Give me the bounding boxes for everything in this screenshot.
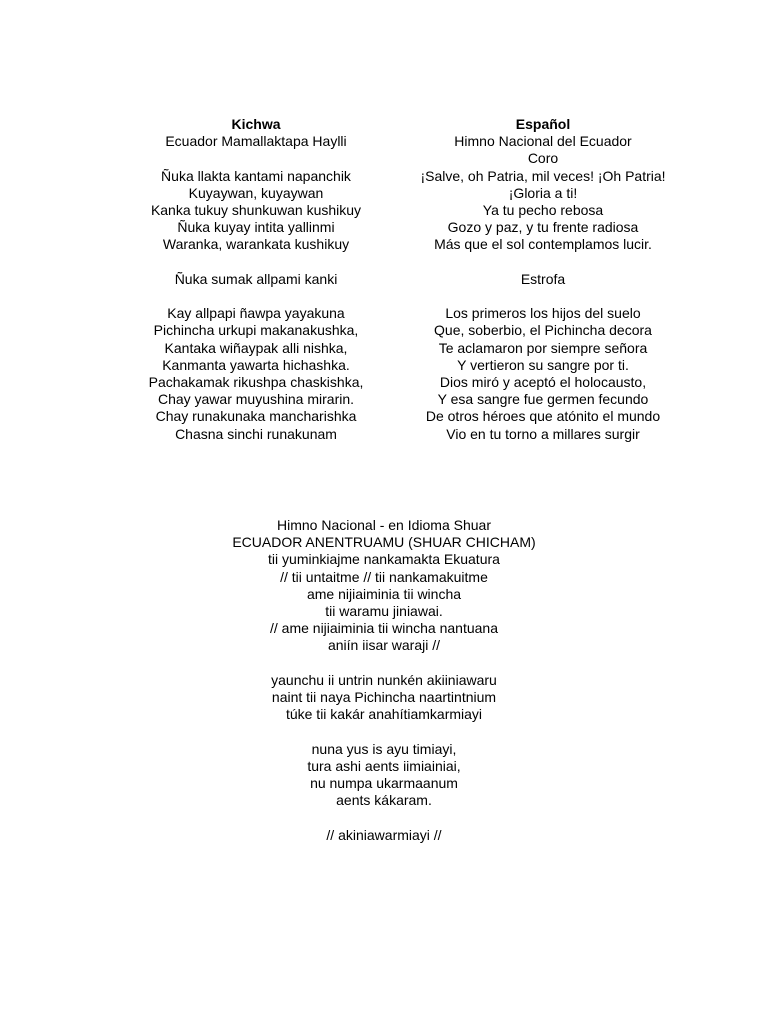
kichwa-line: Ñuka llakta kantami napanchik xyxy=(161,167,351,184)
shuar-line: ECUADOR ANENTRUAMU (SHUAR CHICHAM) xyxy=(232,534,536,551)
espanol-spacer xyxy=(400,254,686,271)
kichwa-spacer xyxy=(120,254,392,271)
espanol-line: Te aclamaron por siempre señora xyxy=(438,339,648,356)
kichwa-line: Waranka, warankata kushikuy xyxy=(162,236,350,253)
espanol-line: ¡Salve, oh Patria, mil veces! ¡Oh Patria! xyxy=(420,167,666,184)
espanol-line: Y vertieron su sangre por ti. xyxy=(457,356,629,373)
shuar-line: tura ashi aents iimiainiai, xyxy=(307,757,461,774)
espanol-line: Gozo y paz, y tu frente radiosa xyxy=(447,219,639,236)
espanol-line: Coro xyxy=(527,150,559,167)
kichwa-line: Kanka tukuy shunkuwan kushikuy xyxy=(150,202,362,218)
kichwa-line: Kuyaywan, kuyaywan xyxy=(188,184,324,201)
shuar-line: ame nijiaiminia tii wincha xyxy=(306,585,462,602)
espanol-column xyxy=(400,116,686,443)
shuar-line: nuna yus is ayu timiayi, xyxy=(311,740,457,757)
espanol-spacer xyxy=(400,288,686,305)
shuar-line: tii yuminkiajme nankamakta Ekuatura xyxy=(268,551,500,568)
shuar-spacer xyxy=(184,723,584,740)
espanol-heading: Español xyxy=(515,116,571,132)
shuar-lines xyxy=(184,517,584,844)
kichwa-lines xyxy=(120,133,392,443)
shuar-line: nu numpa ukarmaanum xyxy=(310,775,458,792)
kichwa-column xyxy=(120,116,392,443)
kichwa-heading: Kichwa xyxy=(231,116,281,132)
espanol-line: Dios miró y aceptó el holocausto, xyxy=(439,374,647,391)
kichwa-line: Pichincha urkupi makanakushka, xyxy=(153,322,359,339)
kichwa-line: Kantaka wiñaypak alli nishka, xyxy=(164,339,348,356)
espanol-line: Vio en tu torno a millares surgir xyxy=(446,425,640,442)
espanol-line: Más que el sol contemplamos lucir. xyxy=(434,236,652,253)
shuar-spacer xyxy=(184,655,584,672)
espanol-line: Que, soberbio, el Pichincha decora xyxy=(434,322,652,339)
espanol-lines xyxy=(400,133,686,443)
espanol-line: Estrofa xyxy=(520,270,566,287)
kichwa-line: Chasna sinchi runakunam xyxy=(175,425,337,442)
shuar-line: túke tii kakár anahítiamkarmiayi xyxy=(285,706,483,723)
kichwa-line: Ñuka sumak allpami kanki xyxy=(174,270,338,287)
espanol-line: De otros héroes que atónito el mundo xyxy=(425,408,661,425)
kichwa-line: Kanmanta yawarta hichashka. xyxy=(162,356,350,373)
kichwa-line: Kay allpapi ñawpa yayakuna xyxy=(167,305,345,322)
kichwa-spacer xyxy=(120,150,392,167)
shuar-line: // ame nijiaiminia tii wincha nantuana xyxy=(269,620,498,637)
shuar-line: yaunchu ii untrin nunkén akiiniawaru xyxy=(271,671,497,688)
espanol-line: Los primeros los hijos del suelo xyxy=(445,305,641,322)
shuar-section xyxy=(184,517,584,844)
kichwa-line: Ecuador Mamallaktapa Haylli xyxy=(165,133,347,150)
espanol-line: Himno Nacional del Ecuador xyxy=(454,133,632,150)
espanol-line: Ya tu pecho rebosa xyxy=(482,202,604,219)
shuar-spacer xyxy=(184,809,584,826)
kichwa-spacer xyxy=(120,288,392,305)
espanol-line: ¡Gloria a ti! xyxy=(508,184,578,201)
kichwa-line: Chay yawar muyushina mirarin. xyxy=(157,391,355,408)
kichwa-line: Chay runakunaka mancharishka xyxy=(155,408,357,425)
shuar-line: Himno Nacional - en Idioma Shuar xyxy=(277,517,491,533)
kichwa-line: Pachakamak rikushpa chaskishka, xyxy=(148,374,364,390)
espanol-line: Y esa sangre fue germen fecundo xyxy=(437,391,649,408)
shuar-line: // tii untaitme // tii nankamakuitme xyxy=(280,568,488,585)
shuar-line: aents kákaram. xyxy=(336,792,432,809)
shuar-line: // akiniawarmiayi // xyxy=(326,826,442,843)
shuar-line: aniín iisar waraji // xyxy=(327,637,441,654)
shuar-line: tii waramu jiniawai. xyxy=(325,603,443,620)
shuar-line: naint tii naya Pichincha naartintnium xyxy=(271,689,497,706)
kichwa-line: Ñuka kuyay intita yallinmi xyxy=(177,219,335,236)
